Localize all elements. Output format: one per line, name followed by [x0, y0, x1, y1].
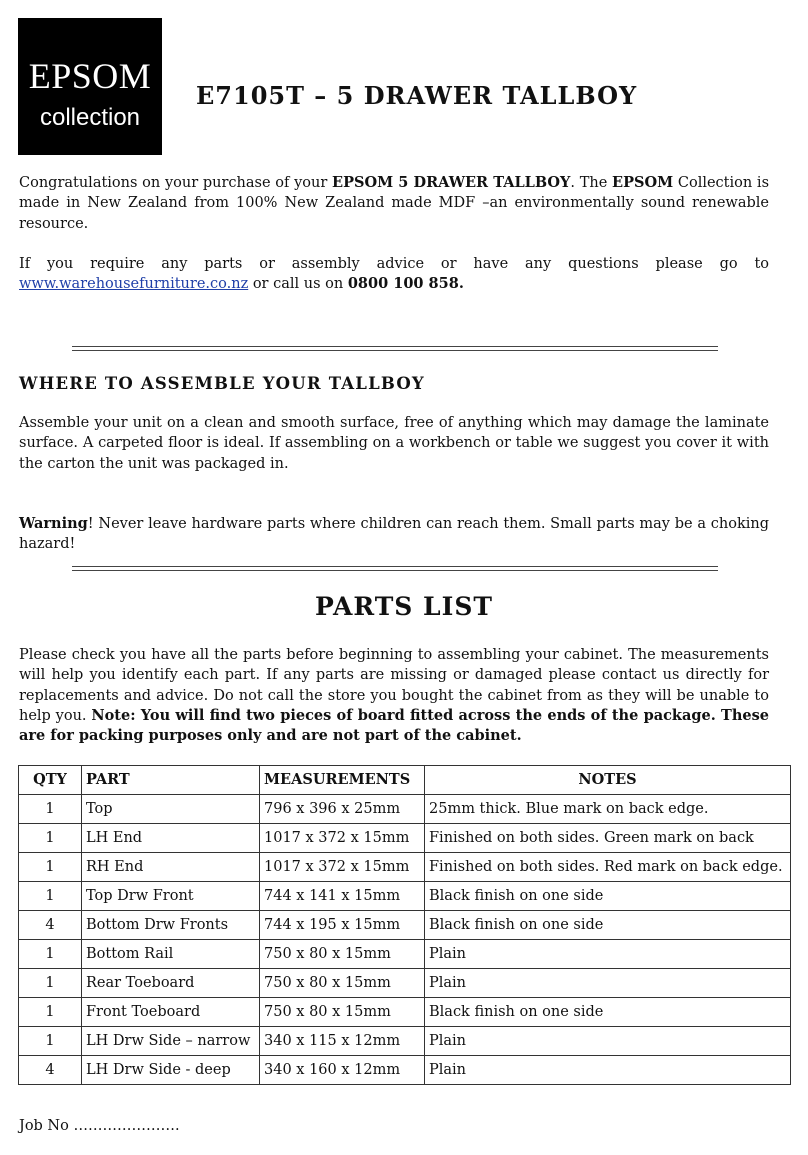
- cell-notes: Plain: [425, 940, 791, 969]
- cell-notes: Finished on both sides. Green mark on back: [425, 824, 791, 853]
- cell-qty: 1: [19, 940, 82, 969]
- column-header-qty: QTY: [19, 766, 82, 795]
- cell-measurements: 340 x 160 x 12mm: [260, 1056, 425, 1085]
- epsom-logo: [18, 18, 162, 155]
- section-divider: [72, 566, 718, 571]
- contact-text-2: or call us on: [248, 276, 348, 293]
- cell-measurements: 744 x 195 x 15mm: [260, 911, 425, 940]
- column-header-notes: NOTES: [425, 766, 791, 795]
- cell-qty: 4: [19, 1056, 82, 1085]
- section-divider: [72, 346, 718, 351]
- parts-list-heading: PARTS LIST: [314, 592, 493, 621]
- cell-part: Bottom Drw Fronts: [82, 911, 260, 940]
- table-row: [19, 824, 791, 853]
- cell-qty: 1: [19, 795, 82, 824]
- cell-measurements: 1017 x 372 x 15mm: [260, 824, 425, 853]
- table-row: [19, 853, 791, 882]
- table-row: [19, 998, 791, 1027]
- cell-notes: Plain: [425, 1056, 791, 1085]
- logo-subtitle: collection: [39, 104, 141, 131]
- cell-notes: Finished on both sides. Red mark on back edge.: [425, 853, 791, 882]
- cell-qty: 1: [19, 969, 82, 998]
- logo-wordmark: EPSOM: [28, 56, 152, 96]
- intro-text-1: Congratulations on your purchase of your: [19, 175, 333, 191]
- cell-qty: 1: [19, 853, 82, 882]
- cell-measurements: 796 x 396 x 25mm: [260, 795, 425, 824]
- cell-qty: 4: [19, 911, 82, 940]
- cell-measurements: 750 x 80 x 15mm: [260, 998, 425, 1027]
- table-row: [19, 940, 791, 969]
- cell-qty: 1: [19, 998, 82, 1027]
- cell-part: Rear Toeboard: [82, 969, 260, 998]
- table-row: [19, 1027, 791, 1056]
- assemble-paragraph: Assemble your unit on a clean and smooth surface, free of anything which may damage the laminate surface. A carpeted floor is ideal. If assembling on a workbench or table we suggest you cover it with the carton the unit was packaged in.: [19, 415, 769, 472]
- cell-part: RH End: [82, 853, 260, 882]
- table-row: [19, 882, 791, 911]
- cell-measurements: 1017 x 372 x 15mm: [260, 853, 425, 882]
- column-header-measurements: MEASUREMENTS: [260, 766, 425, 795]
- cell-part: Top Drw Front: [82, 882, 260, 911]
- cell-part: Bottom Rail: [82, 940, 260, 969]
- parts-table: [18, 765, 791, 1085]
- cell-part: LH End: [82, 824, 260, 853]
- job-number-line: Job No ………………….: [19, 1118, 180, 1134]
- warning-text: ! Never leave hardware parts where children can reach them. Small parts may be a choking hazard!: [19, 516, 769, 553]
- table-row: [19, 795, 791, 824]
- cell-part: Front Toeboard: [82, 998, 260, 1027]
- phone-number: 0800 100 858.: [347, 275, 464, 293]
- cell-notes: 25mm thick. Blue mark on back edge.: [425, 795, 791, 824]
- cell-notes: Black finish on one side: [425, 882, 791, 911]
- parts-paragraph: [19, 645, 769, 746]
- parts-text: Please check you have all the parts before beginning to assembling your cabinet. The measurements will help you identify each part. If any parts are missing or damaged please contact us directly for replacements and advice. Do not call the store you bought the cabinet from as they will be unable to help you.: [19, 647, 769, 724]
- cell-notes: Plain: [425, 969, 791, 998]
- column-header-part: PART: [82, 766, 260, 795]
- table-row: [19, 969, 791, 998]
- intro-brand: EPSOM: [612, 174, 674, 191]
- intro-text-2: . The: [570, 175, 613, 191]
- parts-note: Note: You will find two pieces of board fitted across the ends of the package. These are for packing purposes only and are not part of the cabinet.: [19, 706, 769, 745]
- table-row: [19, 911, 791, 940]
- document-title: E7105T – 5 DRAWER TALLBOY: [196, 81, 638, 110]
- warning-paragraph: [19, 514, 769, 555]
- cell-qty: 1: [19, 1027, 82, 1056]
- warning-label: Warning: [19, 515, 88, 532]
- cell-part: LH Drw Side – narrow: [82, 1027, 260, 1056]
- cell-part: LH Drw Side - deep: [82, 1056, 260, 1085]
- intro-text-3: Collection is made in New Zealand from 100% New Zealand made MDF –an environmentally sound renewable resource.: [19, 175, 770, 232]
- intro-paragraph: [19, 173, 769, 234]
- contact-paragraph: [19, 254, 769, 295]
- cell-notes: Black finish on one side: [425, 911, 791, 940]
- cell-notes: Plain: [425, 1027, 791, 1056]
- cell-qty: 1: [19, 882, 82, 911]
- cell-measurements: 750 x 80 x 15mm: [260, 969, 425, 998]
- website-link[interactable]: www.warehousefurniture.co.nz: [19, 276, 249, 293]
- table-header-row: [19, 766, 791, 795]
- cell-measurements: 744 x 141 x 15mm: [260, 882, 425, 911]
- table-row: [19, 1056, 791, 1085]
- cell-part: Top: [82, 795, 260, 824]
- cell-measurements: 340 x 115 x 12mm: [260, 1027, 425, 1056]
- contact-text-1: If you require any parts or assembly advice or have any questions please go to: [19, 256, 769, 272]
- intro-product-name: EPSOM 5 DRAWER TALLBOY: [332, 174, 571, 191]
- assemble-heading: WHERE TO ASSEMBLE YOUR TALLBOY: [19, 374, 425, 393]
- cell-measurements: 750 x 80 x 15mm: [260, 940, 425, 969]
- cell-notes: Black finish on one side: [425, 998, 791, 1027]
- cell-qty: 1: [19, 824, 82, 853]
